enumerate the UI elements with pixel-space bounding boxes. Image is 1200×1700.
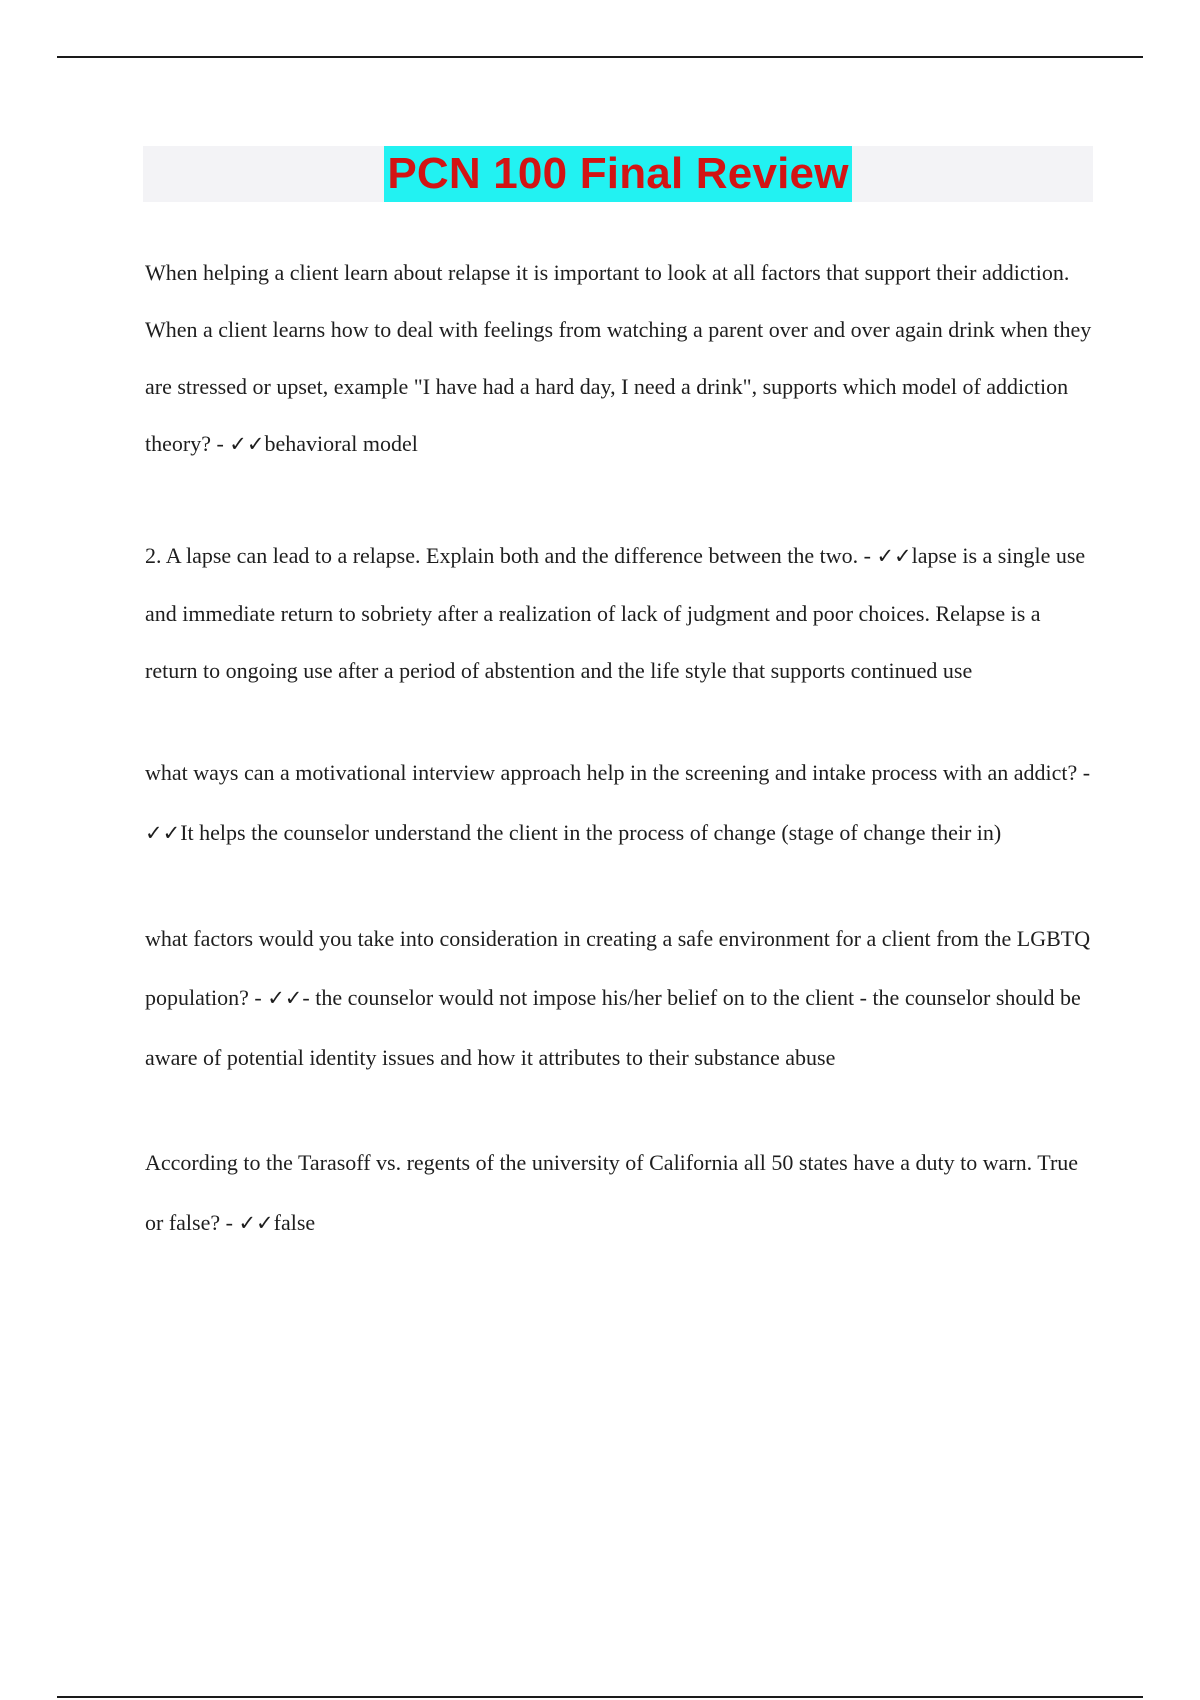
title-band [143,146,1093,202]
answer-text: - the counselor would not impose his/her belief on to the client - the counselor should be aware of potential identity issues and how it attributes to their substance abuse [145,985,1081,1070]
bottom-rule [57,1696,1143,1698]
qa-item [145,527,1095,699]
double-check-icon: ✓✓ [238,1211,274,1235]
document-title: PCN 100 Final Review [384,146,851,202]
double-check-icon: ✓✓ [267,986,303,1010]
qa-item [145,244,1095,473]
qa-list [145,244,1095,1253]
question-text: According to the Tarasoff vs. regents of the university of California all 50 states have a duty to warn. True or false? [145,1150,1079,1235]
question-text: 2. A lapse can lead to a relapse. Explain both and the difference between the two. [145,543,859,568]
qa-item [145,743,1095,863]
answer-text: false [273,1210,316,1235]
answer-text: lapse is a single use and immediate return to sobriety after a realization of lack of judgment and poor choices. Relapse is a return to ongoing use after a period of abstention and the life style that supports continued use [145,543,1086,683]
double-check-icon: ✓✓ [145,821,181,845]
separator: - [220,1210,239,1235]
separator: - [858,543,877,568]
separator: - [1077,760,1091,785]
double-check-icon: ✓✓ [229,432,265,456]
top-rule [57,56,1143,58]
answer-text: behavioral model [264,431,418,456]
separator: - [248,985,268,1010]
double-check-icon: ✓✓ [876,544,912,568]
question-text: what factors would you take into consideration in creating a safe environment for a client from the LGBTQ population? [145,926,1091,1010]
qa-item [145,909,1095,1087]
question-text: what ways can a motivational interview approach help in the screening and intake process with an addict? [145,760,1078,785]
qa-item [145,1133,1095,1253]
question-text: When helping a client learn about relapse it is important to look at all factors that support their addiction. When a client learns how to deal with feelings from watching a parent over and over again drink when they are stressed or upset, example "I have had a hard day, I need a drink", supports which model of addiction theory? [145,260,1092,456]
separator: - [210,431,230,456]
answer-text: It helps the counselor understand the client in the process of change (stage of change their in) [180,820,1002,845]
